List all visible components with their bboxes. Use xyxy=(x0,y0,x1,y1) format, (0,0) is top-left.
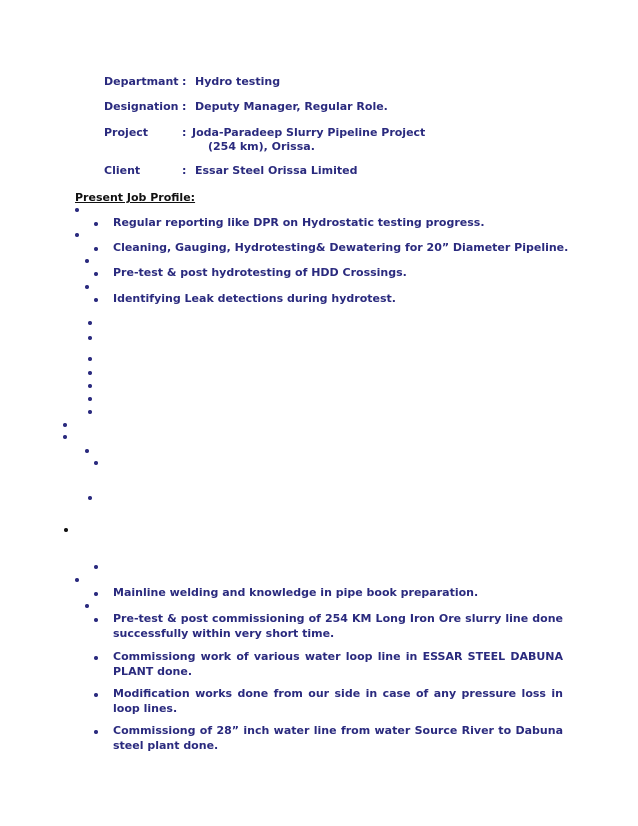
client-value: Essar Steel Orissa Limited xyxy=(195,164,358,177)
project-value-line1: Joda-Paradeep Slurry Pipeline Project xyxy=(192,126,426,139)
designation-value: Deputy Manager, Regular Role. xyxy=(195,100,388,113)
profile-item: Pre-test & post hydrotesting of HDD Crossings. xyxy=(113,266,407,279)
empty-bullet xyxy=(64,528,68,532)
list-bullet xyxy=(94,592,98,596)
list-bullet xyxy=(94,272,98,276)
designation-label: Designation xyxy=(104,100,179,113)
empty-bullet xyxy=(88,384,92,388)
profile-item: Regular reporting like DPR on Hydrostatic testing progress. xyxy=(113,216,485,229)
empty-bullet xyxy=(63,435,67,439)
empty-bullet xyxy=(94,565,98,569)
profile-item: Pre-test & post commissioning of 254 KM Long Iron Ore slurry line done successfully within very short time. xyxy=(113,612,563,640)
empty-bullet xyxy=(88,336,92,340)
department-separator: : xyxy=(182,75,187,88)
client-label: Client xyxy=(104,164,141,177)
department-value: Hydro testing xyxy=(195,75,281,88)
empty-bullet xyxy=(85,604,89,608)
empty-bullet xyxy=(88,371,92,375)
profile-item: Mainline welding and knowledge in pipe book preparation. xyxy=(113,586,479,599)
profile-item: Commissiong of 28” inch water line from water Source River to Dabuna steel plant done. xyxy=(113,724,563,752)
designation-separator: : xyxy=(182,100,187,113)
profile-item: Commissiong work of various water loop line in ESSAR STEEL DABUNA PLANT done. xyxy=(113,650,563,678)
empty-bullet xyxy=(88,397,92,401)
empty-bullet xyxy=(88,321,92,325)
department-label: Departmant xyxy=(104,75,179,88)
profile-item: Cleaning, Gauging, Hydrotesting& Dewatering for 20” Diameter Pipeline. xyxy=(113,241,569,254)
project-label: Project xyxy=(104,126,149,139)
list-bullet xyxy=(94,618,98,622)
present-job-profile-heading: Present Job Profile: xyxy=(75,191,196,204)
profile-item: Modification works done from our side in case of any pressure loss in loop lines. xyxy=(113,687,563,715)
project-value-line2: (254 km), Orissa. xyxy=(208,140,315,153)
empty-bullet xyxy=(85,449,89,453)
list-bullet xyxy=(94,693,98,697)
project-separator: : xyxy=(182,126,187,139)
empty-bullet xyxy=(85,285,89,289)
empty-bullet xyxy=(88,410,92,414)
empty-bullet xyxy=(88,357,92,361)
list-bullet xyxy=(94,730,98,734)
list-bullet xyxy=(94,298,98,302)
empty-bullet xyxy=(63,423,67,427)
list-bullet xyxy=(94,222,98,226)
client-separator: : xyxy=(182,164,187,177)
empty-bullet xyxy=(94,461,98,465)
empty-bullet xyxy=(88,496,92,500)
list-bullet xyxy=(94,656,98,660)
empty-bullet xyxy=(75,578,79,582)
profile-item: Identifying Leak detections during hydrotest. xyxy=(113,292,396,305)
empty-bullet xyxy=(75,233,79,237)
empty-bullet xyxy=(85,259,89,263)
list-bullet xyxy=(94,247,98,251)
empty-bullet xyxy=(75,208,79,212)
